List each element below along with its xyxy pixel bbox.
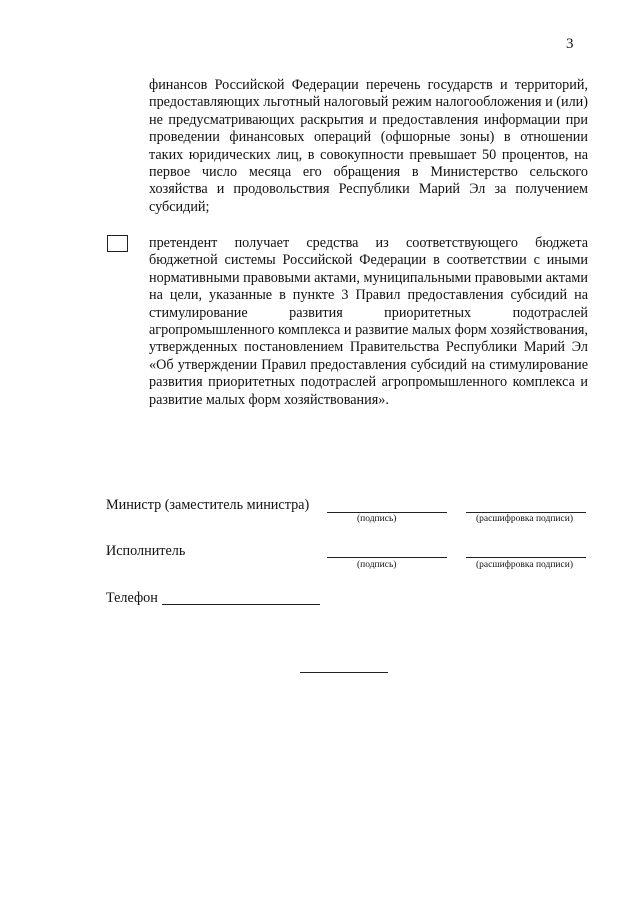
executor-signature-line[interactable] — [327, 557, 447, 558]
condition-checkbox[interactable] — [107, 235, 128, 252]
minister-label: Министр (заместитель министра) — [106, 497, 310, 513]
phone-input-line[interactable] — [162, 604, 320, 605]
executor-decoding-caption: (расшифровка подписи) — [476, 560, 573, 570]
end-of-document-line — [300, 672, 388, 673]
paragraph-offshore-condition: финансов Российской Федерации перечень государств и территорий, предоставляющих льготный налоговый режим налогообложения и (или) не предусматривающих раскрытия и предоставления информации при проведении финансовых операций (офшорные зоны) в отношении таких юридических лиц, в совокупности превышает 50 процентов, на первое число месяца его обращения в Министерство сельского хозяйства и продовольствия Республики Марий Эл за получением субсидий; — [149, 77, 588, 215]
paragraph-funding-condition: претендент получает средства из соответствующего бюджета бюджетной системы Российской Федерации в соответствии с иными нормативными правовыми актами, муниципальными правовыми актами на цели, указанные в пункте 3 Правил предоставления субсидий на стимулирование развития приоритетных подотраслей агропромышленного комплекса и развитие малых форм хозяйствования, утвержденных постановлением Правительства Республики Марий Эл «Об утверждении Правил предоставления субсидий на стимулирование развития приоритетных подотраслей агропромышленного комплекса и развитие малых форм хозяйствования». — [149, 235, 588, 408]
minister-signature-line[interactable] — [327, 512, 447, 513]
executor-signature-caption: (подпись) — [357, 560, 397, 570]
phone-label: Телефон — [106, 590, 158, 606]
minister-decoding-caption: (расшифровка подписи) — [476, 514, 573, 524]
page-number: 3 — [566, 36, 574, 52]
executor-label: Исполнитель — [106, 543, 186, 559]
minister-decoding-line[interactable] — [466, 512, 586, 513]
minister-signature-caption: (подпись) — [357, 514, 397, 524]
executor-decoding-line[interactable] — [466, 557, 586, 558]
